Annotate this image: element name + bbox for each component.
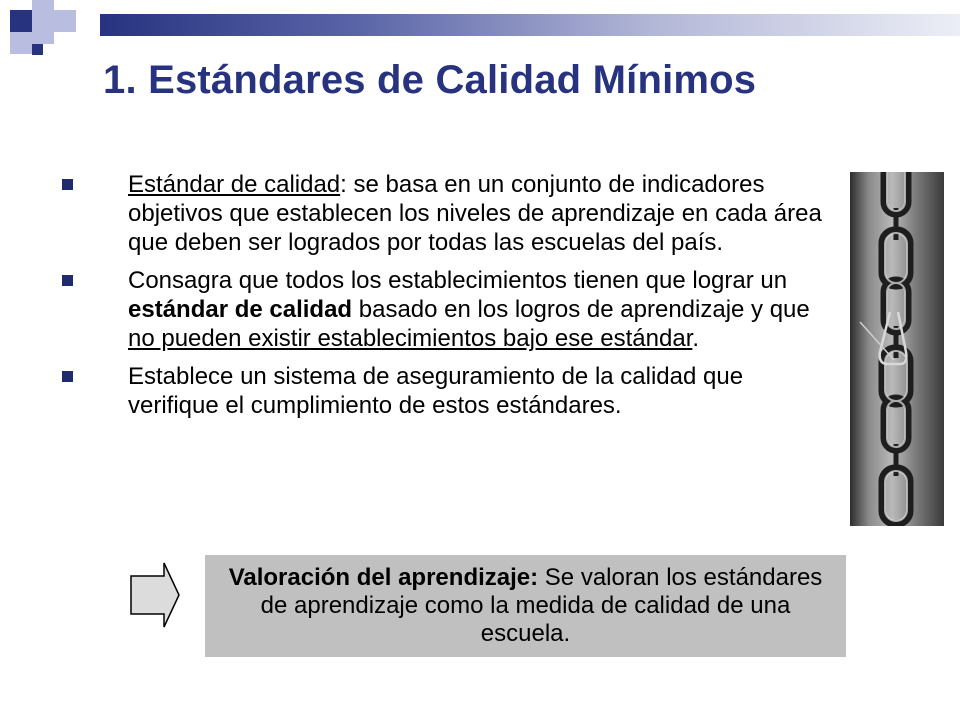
bullet-2-bold: estándar de calidad (128, 296, 353, 323)
bullet-list (58, 170, 838, 429)
callout-box (205, 555, 846, 657)
decor-square-3 (54, 10, 76, 32)
bullet-item-2 (58, 266, 838, 353)
arrow-right-icon (130, 562, 180, 628)
bullet-2-mid: basado en los logros de aprendizaje y que (352, 296, 810, 323)
decor-square-2 (32, 0, 54, 22)
bullet-item-1 (58, 170, 838, 257)
callout-body: Se valoran los estándares de aprendizaje como la medida de calidad de una escuela. (260, 564, 823, 647)
slide-title: 1. Estándares de Calidad Mínimos (103, 58, 757, 102)
decor-square-6 (32, 44, 43, 55)
bullet-2-pre: Consagra que todos los establecimientos tienen que lograr un (128, 267, 788, 294)
bullet-square-icon (62, 371, 73, 382)
bullet-1-text: : se basa en un conjunto de indicadores objetivos que establecen los niveles de aprendizaje en cada área que deben ser logrados por todas las escuelas del país. (128, 171, 822, 256)
callout-bold: Valoración del aprendizaje: (228, 564, 539, 591)
term-estandar-de-calidad: Estándar de calidad (128, 171, 341, 198)
bullet-item-3 (58, 362, 838, 420)
bullet-2-post: . (692, 325, 700, 352)
chain-image (850, 172, 944, 526)
decor-square-4 (32, 22, 54, 44)
chain-graphic (850, 172, 944, 526)
bullet-square-icon (62, 275, 73, 286)
bullet-square-icon (62, 179, 73, 190)
decor-square-5 (10, 32, 32, 54)
header-band (100, 14, 960, 36)
bullet-3-text: Establece un sistema de aseguramiento de la calidad que verifique el cumplimiento de estos estándares. (128, 363, 744, 419)
callout-text (205, 564, 846, 648)
bullet-2-underline: no pueden existir establecimientos bajo ese estándar (128, 325, 693, 352)
decor-square-1 (10, 10, 32, 32)
